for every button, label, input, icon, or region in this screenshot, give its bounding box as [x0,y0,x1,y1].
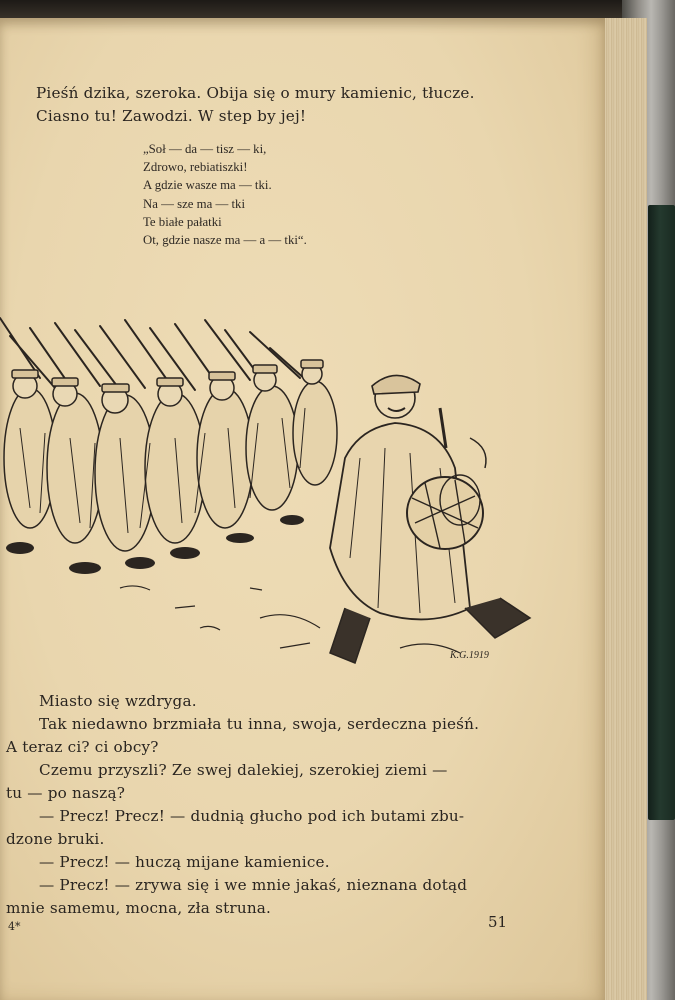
song-line: Na — sze ma — tki [143,197,245,211]
song-line: Zdrowo, rebiatiszki! [143,160,248,174]
body-line: — Precz! Precz! — dudnią głucho pod ich butami zbu- [39,807,465,825]
body-line: — Precz! — zrywa się i we mnie jakaś, nieznana dotąd [39,876,468,894]
book-page [0,18,605,1000]
marching-soldiers-illustration [0,308,560,698]
body-line: Czemu przyszli? Ze swej dalekiej, szerokiej ziemi — [39,761,448,779]
song-line: Te białe pałatki [143,215,222,229]
drum [407,475,483,549]
song-line: A gdzie wasze ma — tki. [143,178,272,192]
body-line: A teraz ci? ci obcy? [6,738,159,756]
body-line: — Precz! — huczą mijane kamienice. [39,853,330,871]
body-line: tu — po naszą? [6,784,126,802]
page-number: 51 [488,913,508,931]
body-line: dzone bruki. [6,830,105,848]
body-line: Tak niedawno brzmiała tu inna, swoja, serdeczna pieśń. [39,715,480,733]
signature-mark: 4* [8,920,21,933]
illustration-signature: K.G.1919 [450,650,489,661]
opening-line-2: Ciasno tu! Zawodzi. W step by jej! [36,107,307,125]
opening-line-1: Pieśń dzika, szeroka. Obija się o mury kamienic, tłucze. [36,84,475,102]
green-cover-edge [648,205,675,820]
song-line: Ot, gdzie nasze ma — a — tki“. [143,233,307,247]
drummer-figure [330,375,530,663]
song-line: „Soł — da — tisz — ki, [143,142,267,156]
top-edge-shadow [0,0,675,20]
body-line: mnie samemu, mocna, zła struna. [6,899,272,917]
body-line: Miasto się wzdryga. [39,692,197,710]
